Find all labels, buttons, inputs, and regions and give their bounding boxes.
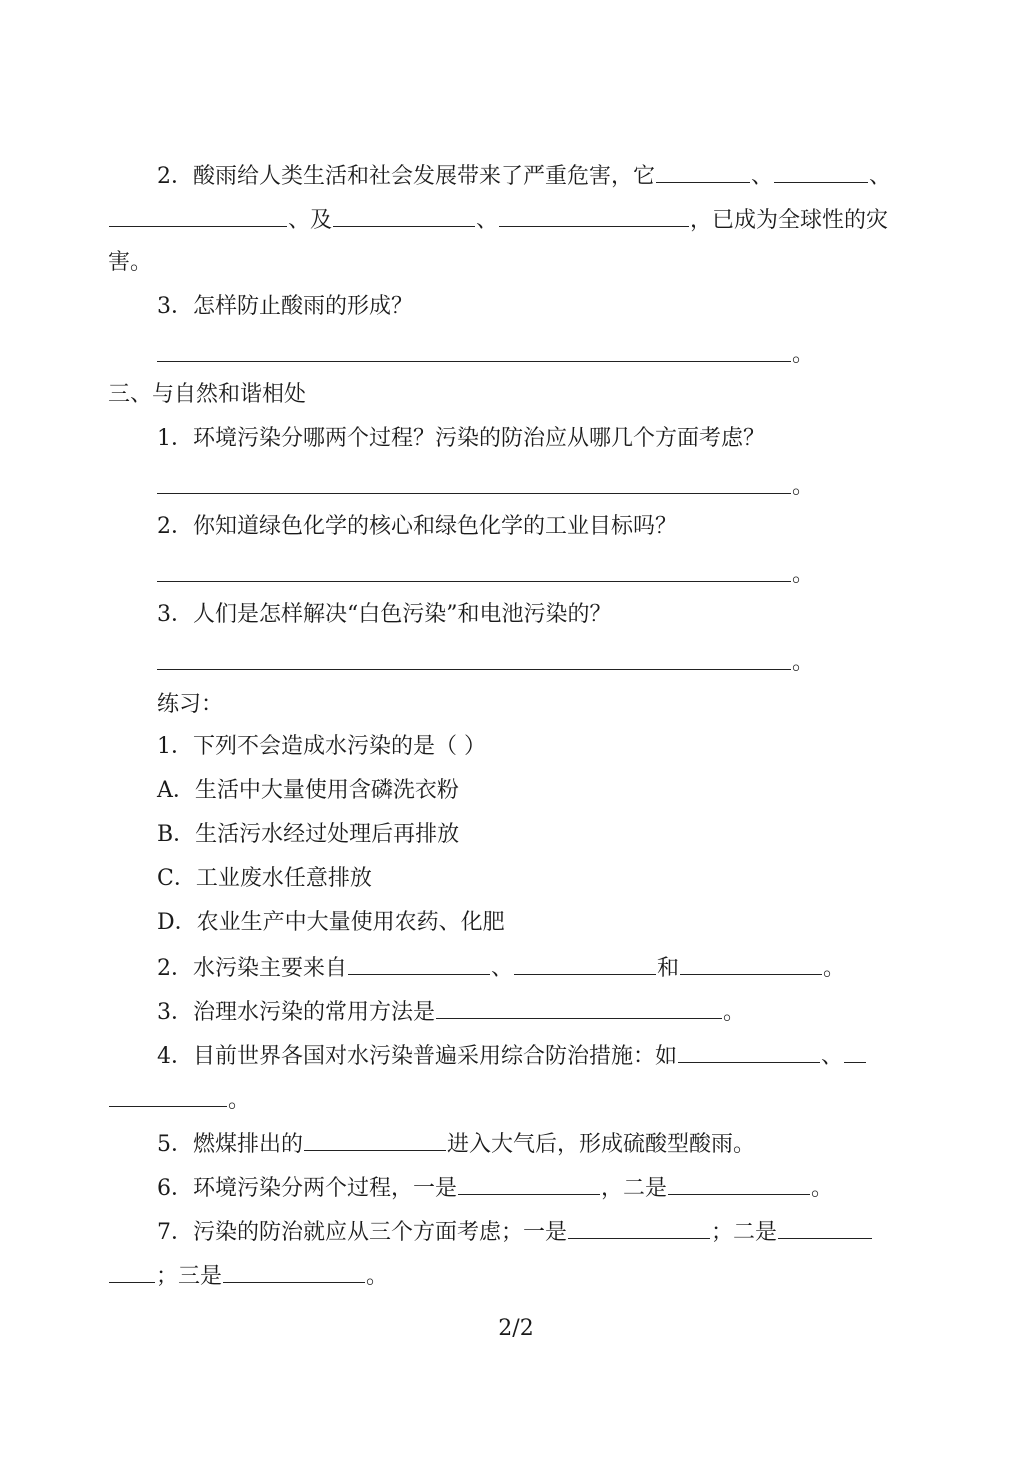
p1-option-d[interactable]: D．农业生产中大量使用农药、化肥 [157, 910, 505, 935]
p4-blank-2b[interactable] [109, 1084, 227, 1107]
q2-line2 [108, 204, 888, 236]
q2-end: ，已成为全球性的灾 [690, 208, 889, 233]
q3-answer-line[interactable] [157, 361, 791, 362]
p7-line2 [108, 1260, 388, 1292]
p4-text: 4．目前世界各国对水污染普遍采用综合防治措施：如 [157, 1044, 677, 1069]
period: 。 [723, 1000, 746, 1025]
q2-blank-1[interactable] [656, 160, 750, 183]
p1-option-a[interactable]: A．生活中大量使用含磷洗衣粉 [157, 778, 459, 803]
p3-text: 3．治理水污染的常用方法是 [157, 1000, 435, 1025]
q2-line1 [157, 160, 891, 192]
p1-option-c[interactable]: C．工业废水任意排放 [157, 866, 372, 891]
s3-q1-answer-line[interactable] [157, 493, 791, 494]
p2-blank-1[interactable] [348, 952, 490, 975]
p5-blank[interactable] [304, 1128, 446, 1151]
p7-blank-2a[interactable] [778, 1216, 872, 1239]
p6-text: 6．环境污染分两个过程，一是 [157, 1176, 457, 1201]
p4-blank-2a[interactable] [844, 1040, 866, 1063]
period: 。 [811, 1176, 834, 1201]
s3-q1-text: 1．环境污染分哪两个过程？污染的防治应从哪几个方面考虑？ [157, 426, 765, 451]
p6-blank-2[interactable] [668, 1172, 810, 1195]
p2-text: 2．水污染主要来自 [157, 956, 347, 981]
p1-option-b[interactable]: B．生活污水经过处理后再排放 [157, 822, 460, 847]
q2-text: 2．酸雨给人类生活和社会发展带来了严重危害，它 [157, 164, 655, 189]
s3-q3-text: 3．人们是怎样解决“白色污染”和电池污染的？ [157, 602, 612, 627]
period: 。 [366, 1264, 389, 1289]
q2-blank-2[interactable] [774, 160, 868, 183]
p1-stem: 1．下列不会造成水污染的是（ ） [157, 734, 486, 759]
p3-line [157, 996, 745, 1028]
p7-blank-1[interactable] [568, 1216, 710, 1239]
p2-and: 和 [657, 956, 680, 981]
q2-and: 、及 [288, 208, 333, 233]
p5-text: 5．燃煤排出的 [157, 1132, 303, 1157]
p2-line [157, 952, 845, 984]
sep: 、 [821, 1044, 844, 1069]
p6-blank-1[interactable] [458, 1172, 600, 1195]
practice-title: 练习： [157, 692, 224, 717]
p7-text-mid: ；二是 [711, 1220, 778, 1245]
q2-line3: 害。 [108, 250, 153, 275]
q2-blank-4[interactable] [333, 204, 475, 227]
period: 。 [823, 956, 846, 981]
p2-blank-3[interactable] [680, 952, 822, 975]
section-3-title: 三、与自然和谐相处 [108, 382, 307, 407]
period: 。 [792, 342, 815, 367]
p5-text-end: 进入大气后，形成硫酸型酸雨。 [447, 1132, 756, 1157]
s3-q2-text: 2．你知道绿色化学的核心和绿色化学的工业目标吗？ [157, 514, 677, 539]
s3-q2-answer-line[interactable] [157, 581, 791, 582]
q2-blank-5[interactable] [499, 204, 689, 227]
period: 。 [792, 562, 815, 587]
p7-text-end: ；三是 [156, 1264, 223, 1289]
p7-text: 7．污染的防治就应从三个方面考虑；一是 [157, 1220, 567, 1245]
p4-line1 [157, 1040, 867, 1072]
q2-blank-3[interactable] [109, 204, 287, 227]
sep: 、 [869, 164, 892, 189]
page-number: 2/2 [498, 1316, 534, 1341]
period: 。 [792, 650, 815, 675]
p3-blank[interactable] [436, 996, 722, 1019]
p5-line [157, 1128, 755, 1160]
sep: 、 [491, 956, 514, 981]
p7-blank-3[interactable] [223, 1260, 365, 1283]
p7-blank-2b[interactable] [109, 1260, 155, 1283]
q3-text: 3．怎样防止酸雨的形成？ [157, 294, 413, 319]
period: 。 [228, 1088, 251, 1113]
p6-line [157, 1172, 833, 1204]
p2-blank-2[interactable] [514, 952, 656, 975]
sep: 、 [476, 208, 499, 233]
p6-text-mid: ，二是 [601, 1176, 668, 1201]
period: 。 [792, 474, 815, 499]
p7-line1 [157, 1216, 873, 1248]
sep: 、 [751, 164, 774, 189]
p4-line2 [108, 1084, 250, 1116]
s3-q3-answer-line[interactable] [157, 669, 791, 670]
p4-blank-1[interactable] [678, 1040, 820, 1063]
